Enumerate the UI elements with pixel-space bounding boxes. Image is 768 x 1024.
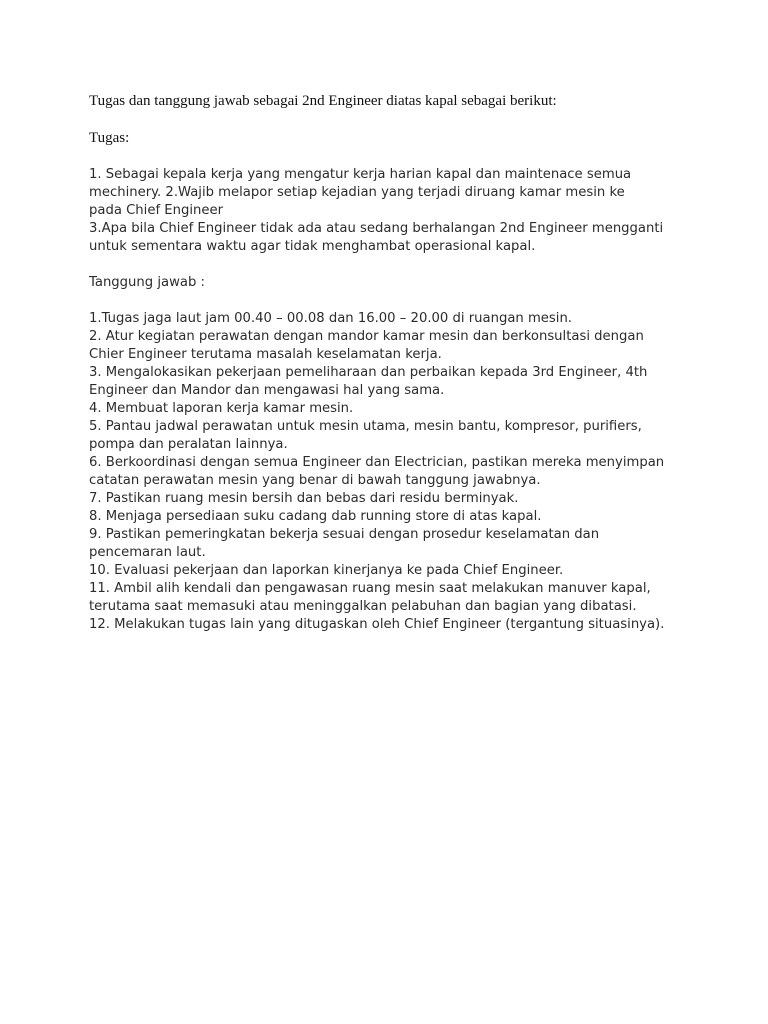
tugas-line: mechinery. 2.Wajib melapor setiap kejadian yang terjadi diruang kamar mesin ke [89,185,625,200]
tanggung-jawab-line: 1.Tugas jaga laut jam 00.40 – 00.08 dan 16.00 – 20.00 di ruangan mesin. [89,311,572,326]
document-page [89,92,699,634]
tanggung-jawab-line: 9. Pastikan pemeringkatan bekerja sesuai dengan prosedur keselamatan dan [89,527,600,542]
tanggung-jawab-list [89,310,699,634]
tanggung-jawab-line: terutama saat memasuki atau meninggalkan pelabuhan dan bagian yang dibatasi. [89,599,637,614]
tanggung-jawab-line: 11. Ambil alih kendali dan pengawasan ruang mesin saat melakukan manuver kapal, [89,581,651,596]
intro-text: Tugas dan tanggung jawab sebagai 2nd Engineer diatas kapal sebagai berikut: [89,93,557,109]
tanggung-jawab-line: 10. Evaluasi pekerjaan dan laporkan kinerjanya ke pada Chief Engineer. [89,563,564,578]
tanggung-jawab-line: 7. Pastikan ruang mesin bersih dan bebas dari residu berminyak. [89,491,519,506]
tanggung-jawab-line: 2. Atur kegiatan perawatan dengan mandor kamar mesin dan berkonsultasi dengan [89,329,644,344]
tanggung-jawab-line: Engineer dan Mandor dan mengawasi hal yang sama. [89,383,445,398]
tanggung-jawab-line: Chier Engineer terutama masalah keselamatan kerja. [89,347,442,362]
tanggung-jawab-line: 3. Mengalokasikan pekerjaan pemeliharaan dan perbaikan kepada 3rd Engineer, 4th [89,365,648,380]
tugas-line: pada Chief Engineer [89,203,224,218]
tanggung-jawab-line: 4. Membuat laporan kerja kamar mesin. [89,401,354,416]
tugas-line: 1. Sebagai kepala kerja yang mengatur kerja harian kapal dan maintenace semua [89,167,632,182]
tanggung-jawab-line: 12. Melakukan tugas lain yang ditugaskan oleh Chief Engineer (tergantung situasinya). [89,617,665,632]
tugas-line: 3.Apa bila Chief Engineer tidak ada atau sedang berhalangan 2nd Engineer mengganti [89,221,664,236]
tugas-heading: Tugas: [89,130,130,146]
tanggung-jawab-line: 8. Menjaga persediaan suku cadang dab running store di atas kapal. [89,509,542,524]
tanggung-jawab-line: catatan perawatan mesin yang benar di bawah tanggung jawabnya. [89,473,541,488]
tugas-line: untuk sementara waktu agar tidak menghambat operasional kapal. [89,239,536,254]
tanggung-jawab-heading: Tanggung jawab : [89,275,205,290]
tanggung-jawab-line: 6. Berkoordinasi dengan semua Engineer dan Electrician, pastikan mereka menyimpan [89,455,665,470]
tanggung-jawab-line: 5. Pantau jadwal perawatan untuk mesin utama, mesin bantu, kompresor, purifiers, [89,419,642,434]
tanggung-jawab-line: pencemaran laut. [89,545,206,560]
tugas-paragraph [89,166,699,256]
tanggung-jawab-line: pompa dan peralatan lainnya. [89,437,288,452]
